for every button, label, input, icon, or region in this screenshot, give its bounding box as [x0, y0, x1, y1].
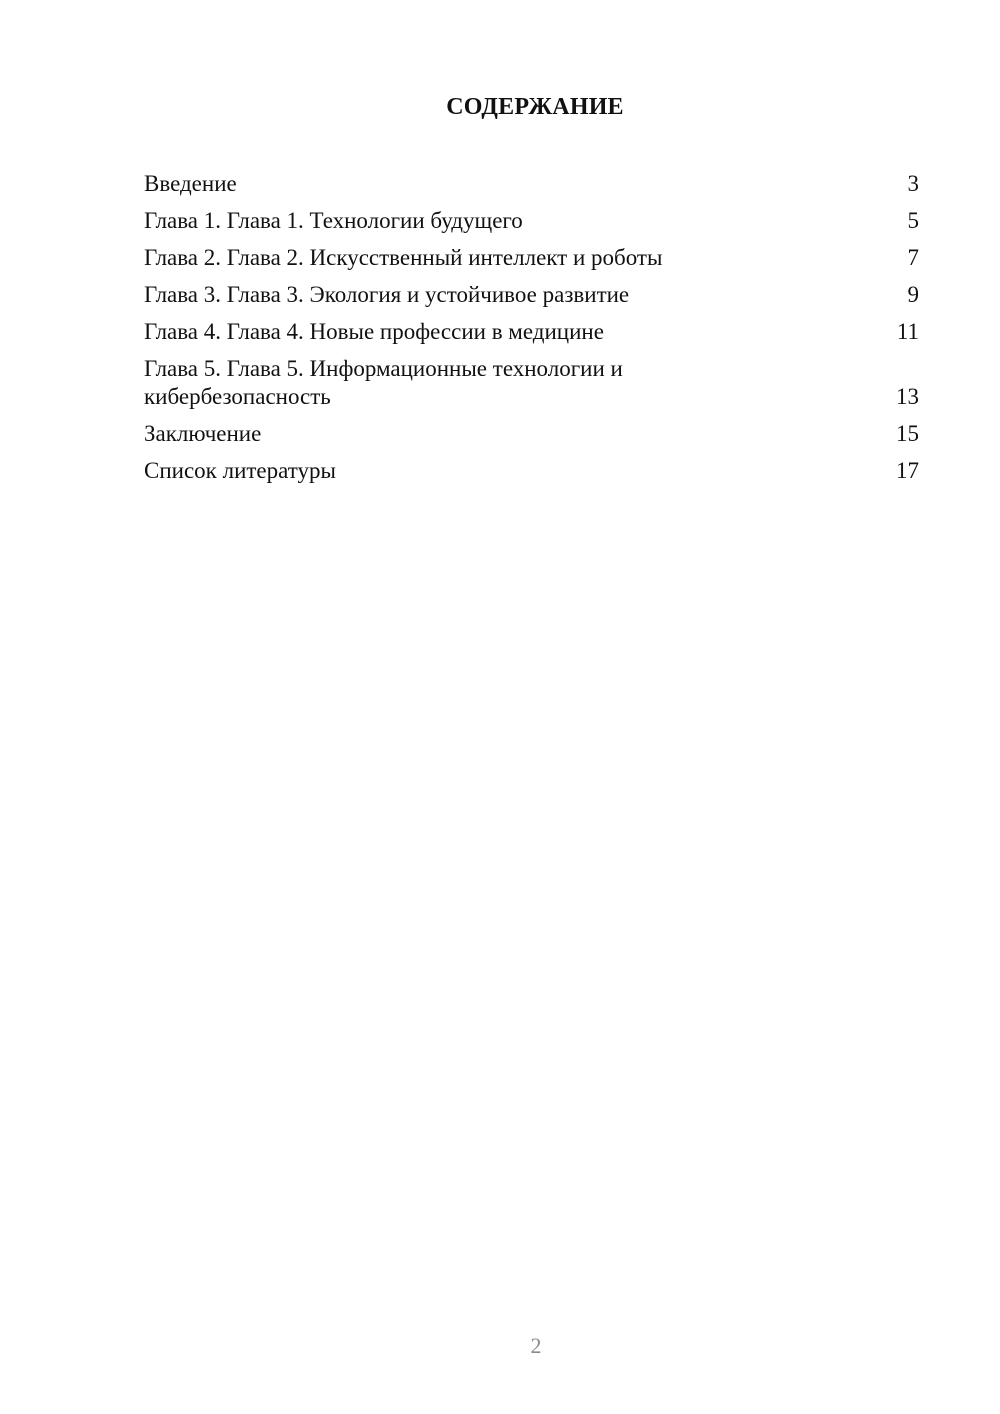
toc-entry-chapter-1[interactable] — [144, 207, 919, 235]
toc-entry-title: Введение — [144, 171, 237, 196]
toc-entry-page: 15 — [896, 421, 919, 446]
toc-entry-title: Глава 3. Глава 3. Экология и устойчивое развитие — [144, 282, 630, 307]
toc-entry-page: 5 — [907, 208, 919, 233]
toc-entry-page: 3 — [907, 171, 919, 196]
toc-entry-title: Список литературы — [144, 458, 336, 483]
toc-entry-introduction[interactable] — [144, 170, 919, 198]
toc-entry-page: 13 — [896, 384, 919, 409]
toc-entry-page: 11 — [896, 319, 919, 344]
table-of-contents — [144, 170, 919, 494]
toc-entry-title: Глава 1. Глава 1. Технологии будущего — [144, 208, 523, 233]
page-number: 2 — [530, 1333, 542, 1358]
toc-entry-chapter-5[interactable] — [144, 355, 919, 411]
toc-entry-chapter-2[interactable] — [144, 244, 919, 272]
page-title: СОДЕРЖАНИЕ — [446, 94, 624, 120]
toc-entry-page: 17 — [896, 458, 919, 483]
toc-entry-title: Глава 2. Глава 2. Искусственный интеллект и роботы — [144, 245, 663, 270]
toc-entry-page: 9 — [907, 282, 919, 307]
toc-entry-title: Заключение — [144, 421, 262, 446]
toc-entry-page: 7 — [907, 245, 919, 270]
toc-entry-bibliography[interactable] — [144, 457, 919, 485]
toc-entry-title: Глава 4. Глава 4. Новые профессии в медицине — [144, 319, 604, 344]
toc-entry-conclusion[interactable] — [144, 420, 919, 448]
toc-entry-title: Глава 5. Глава 5. Информационные технологии и кибербезопасность — [144, 356, 623, 409]
toc-entry-chapter-3[interactable] — [144, 281, 919, 309]
toc-entry-chapter-4[interactable] — [144, 318, 919, 346]
